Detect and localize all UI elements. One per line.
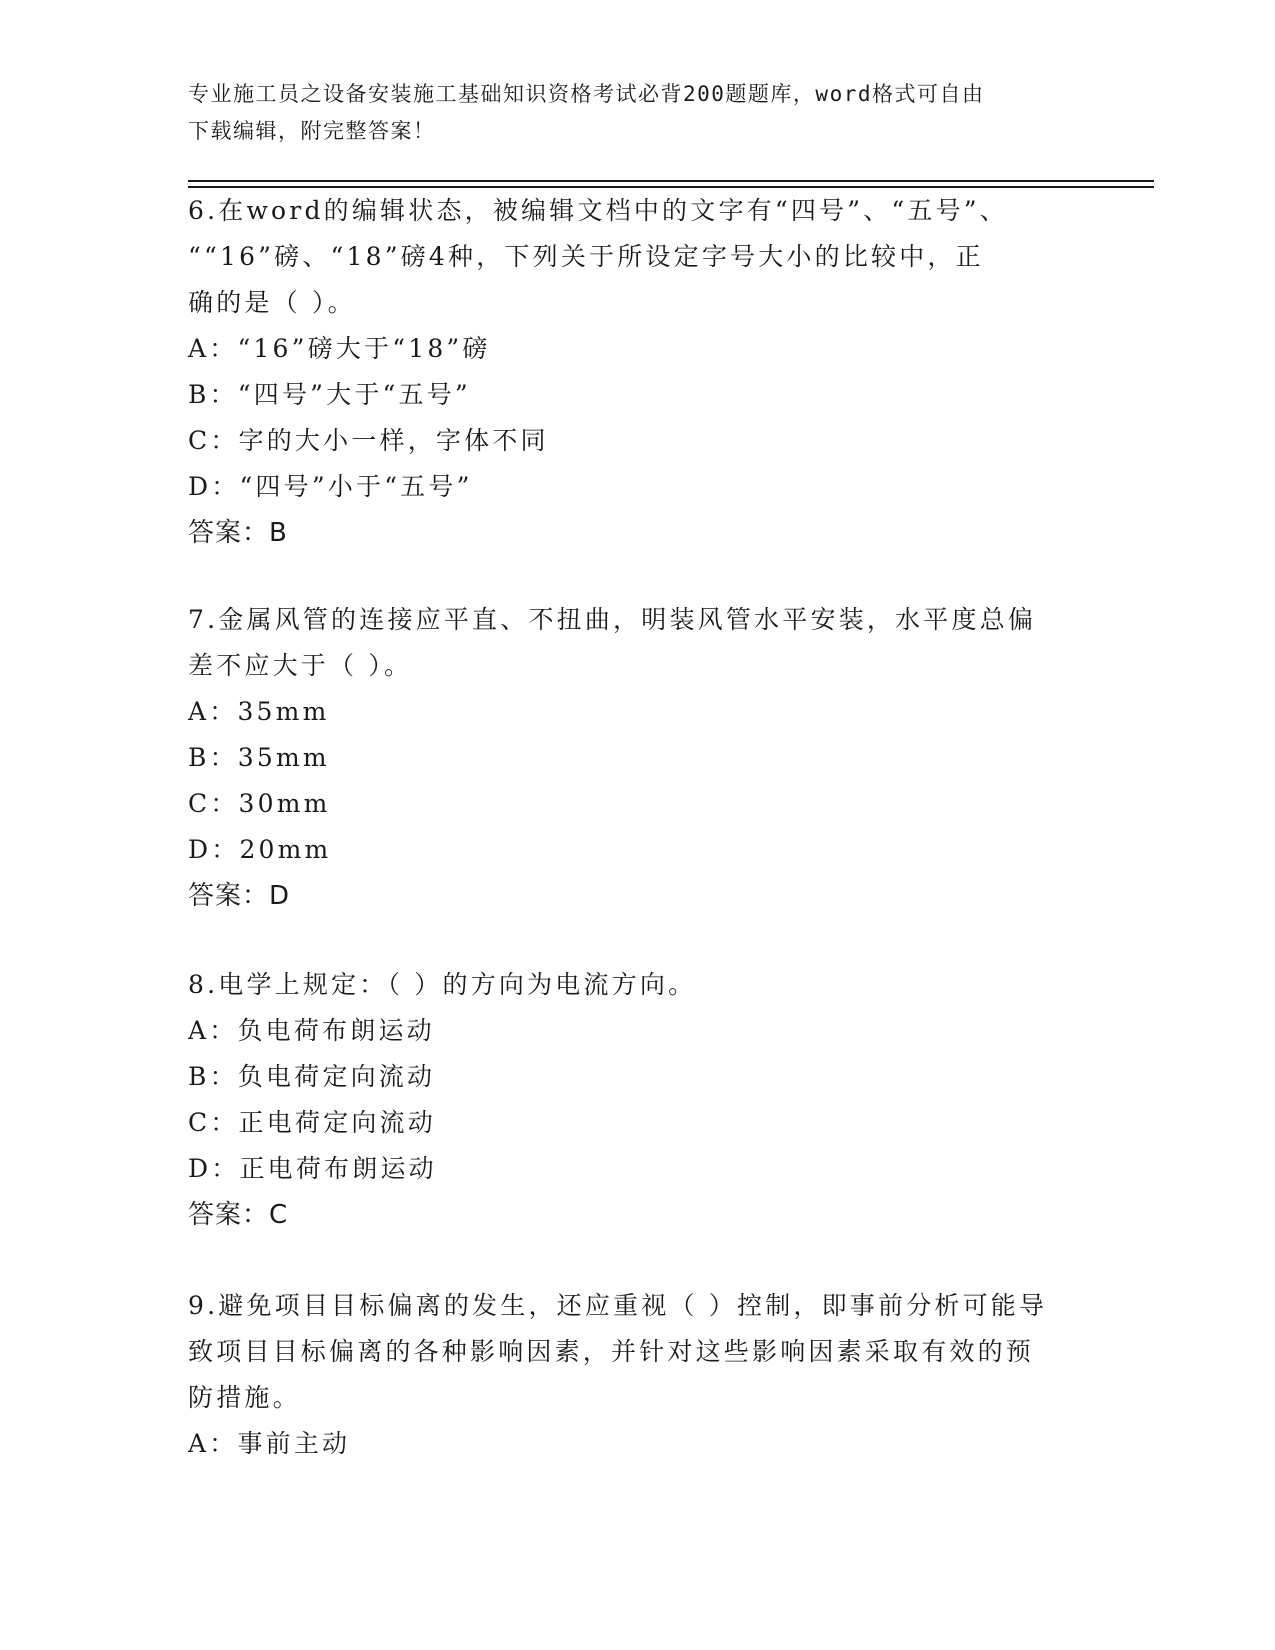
option-c: C：30mm (188, 789, 331, 818)
option-b: B：35mm (188, 743, 330, 772)
answer-line: 答案：D (188, 881, 291, 911)
question-8 (188, 962, 1088, 1238)
option-d: D：“四号”小于“五号” (188, 472, 473, 501)
answer-line: 答案：B (188, 518, 288, 548)
answer-line: 答案：C (188, 1200, 289, 1230)
question-6 (188, 188, 1088, 556)
option-a: A：负电荷布朗运动 (188, 1016, 435, 1045)
option-d: D：20mm (188, 835, 332, 864)
option-d: D：正电荷布朗运动 (188, 1154, 437, 1183)
question-9 (188, 1283, 1088, 1467)
question-stem-line: 致项目目标偏离的各种影响因素，并针对这些影响因素采取有效的预 (188, 1337, 1035, 1366)
question-stem-line: ““16”磅、“18”磅4种，下列关于所设定字号大小的比较中，正 (188, 242, 984, 271)
header-divider-top (188, 180, 1154, 182)
question-stem-line: 确的是（ ）。 (188, 288, 356, 317)
document-header (188, 76, 1078, 150)
option-a: A：35mm (188, 697, 330, 726)
option-c: C：字的大小一样，字体不同 (188, 426, 549, 455)
question-stem-line: 差不应大于（ ）。 (188, 651, 413, 680)
question-stem-line: 8.电学上规定：（ ）的方向为电流方向。 (188, 970, 697, 999)
question-stem-line: 9.避免项目目标偏离的发生，还应重视（ ）控制，即事前分析可能导 (188, 1291, 1048, 1320)
option-c: C：正电荷定向流动 (188, 1108, 436, 1137)
header-title-line-1: 专业施工员之设备安装施工基础知识资格考试必背200题题库，word格式可自由 (188, 82, 985, 106)
option-b: B：负电荷定向流动 (188, 1062, 436, 1091)
option-a: A：事前主动 (188, 1429, 351, 1458)
question-7 (188, 597, 1088, 919)
question-stem-line: 6.在word的编辑状态，被编辑文档中的文字有“四号”、“五号”、 (188, 196, 1008, 225)
option-a: A：“16”磅大于“18”磅 (188, 334, 491, 363)
option-b: B：“四号”大于“五号” (188, 380, 471, 409)
header-title-line-2: 下载编辑，附完整答案！ (188, 119, 436, 143)
question-stem-line: 防措施。 (188, 1383, 301, 1412)
question-stem-line: 7.金属风管的连接应平直、不扭曲，明装风管水平安装，水平度总偏 (188, 605, 1037, 634)
